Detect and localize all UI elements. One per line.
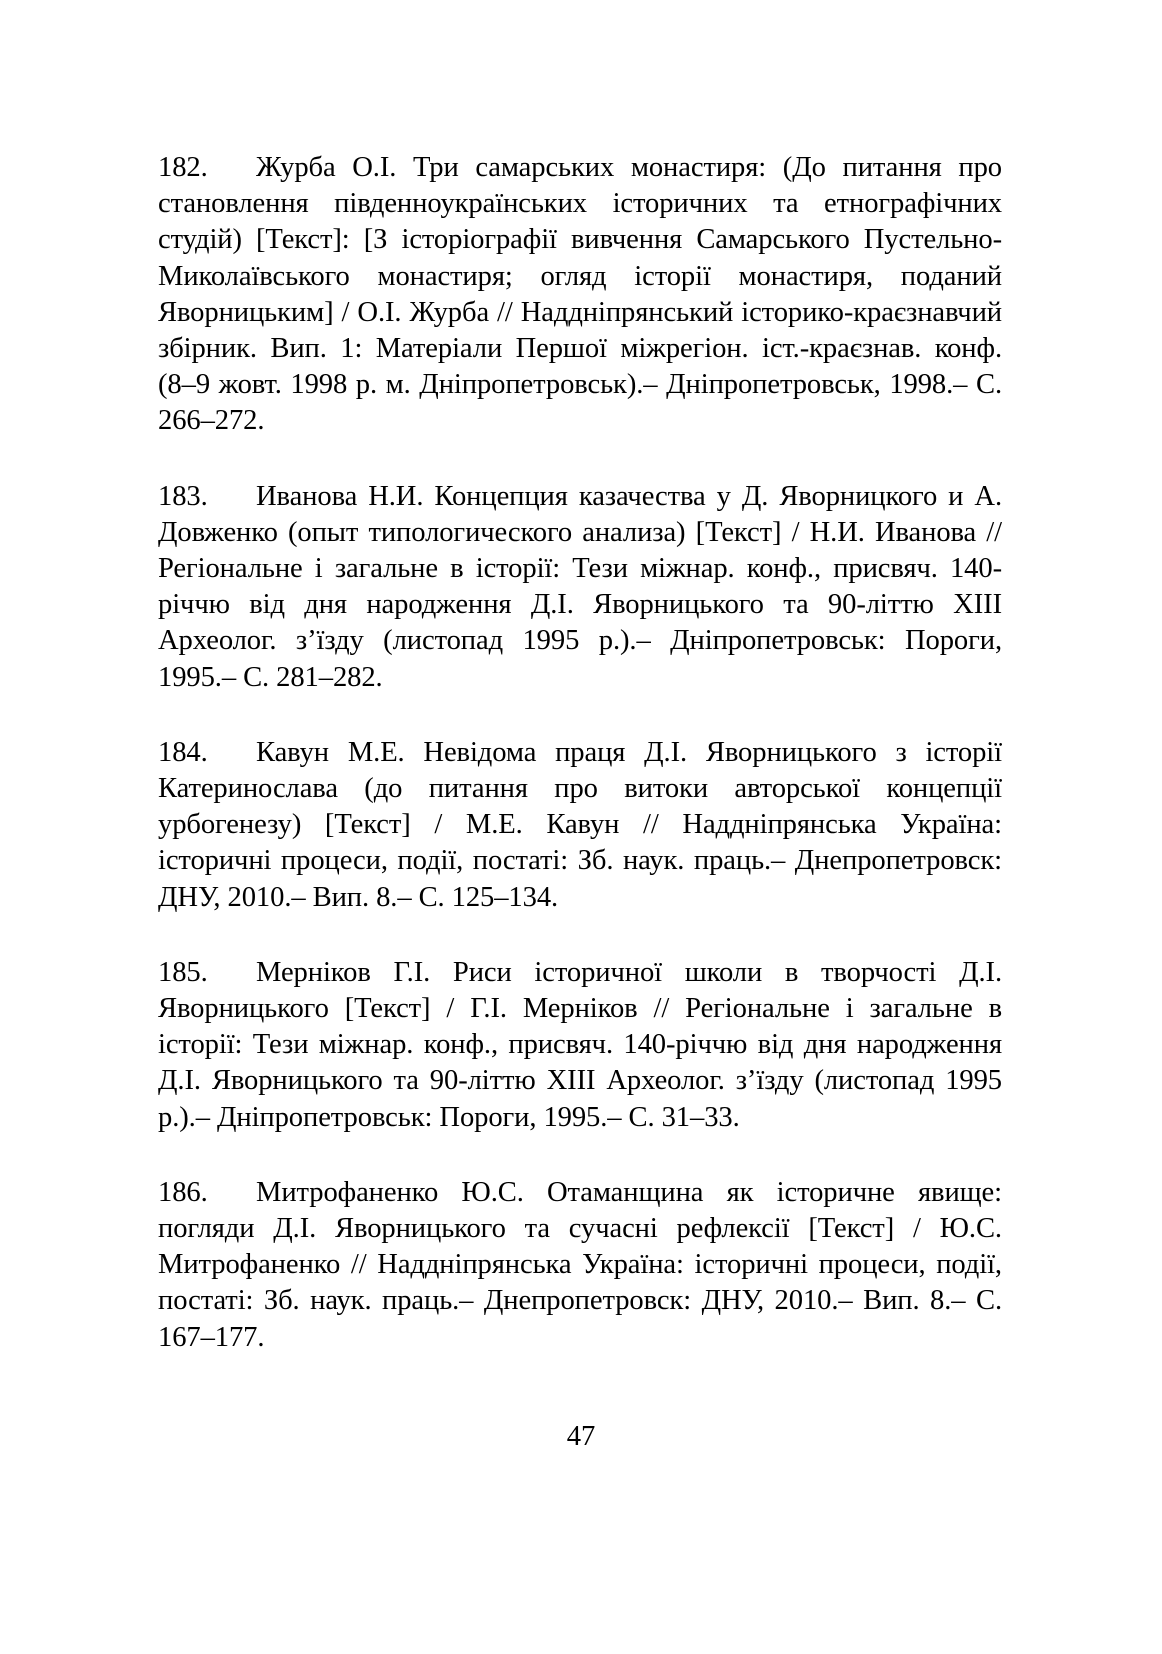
entry-number: 185. [158,956,208,988]
entry-number: 182. [158,152,208,183]
entry-number: 186. [158,1176,208,1208]
bibliography-entry-183 [158,479,1002,696]
bibliography-entry-182 [158,150,1002,440]
entry-text: Митрофаненко Ю.С. Отаманщина як історичне явище: погляди Д.І. Яворницького та сучасні рефлексії [Текст] / Ю.С. Митрофаненко // Наддніпрянська Україна: історичні процеси, події, постаті: Зб. наук. праць.– Днепропетровск: ДНУ, 2010.– Вип. 8.– С. 167–177. [158,1176,1002,1353]
entry-text: Мерніков Г.І. Риси історичної школи в творчості Д.І. Яворницького [Текст] / Г.І. Мерніков // Регіональне і загальне в історії: Тези міжнар. конф., присвяч. 140-річчю від дня народження Д.І. Яворницького та 90-літтю XIII Археолог. з’їзду (листопад 1995 р.).– Дніпропетровськ: Пороги, 1995.– С. 31–33. [158,956,1002,1133]
entry-number: 184. [158,736,208,768]
entry-number: 183. [158,480,208,512]
bibliography-entry-185 [158,955,1002,1136]
entry-text: Иванова Н.И. Концепция казачества у Д. Яворницкого и А. Довженко (опыт типологического анализа) [Текст] / Н.И. Иванова // Регіональне і загальне в історії: Тези міжнар. конф., присвяч. 140-річчю від дня народження Д.І. Яворницького та 90-літтю XIII Археолог. з’їзду (листопад 1995 р.).– Дніпропетровськ: Пороги, 1995.– С. 281–282. [158,480,1002,693]
page-number: 47 [566,1421,596,1452]
bibliography-entry-186 [158,1175,1002,1356]
entry-text: Кавун М.Е. Невідома праця Д.І. Яворницького з історії Катеринослава (до питання про витоки авторської концепції урбогенезу) [Текст] / М.Е. Кавун // Наддніпрянська Україна: історичні процеси, події, постаті: Зб. наук. праць.– Днепропетровск: ДНУ, 2010.– Вип. 8.– С. 125–134. [158,736,1002,913]
entry-text: Журба О.І. Три самарських монастиря: (До питання про становлення південноукраїнських історичних та етнографічних студій) [Текст]: [З історіографії вивчення Самарського Пустельно-Миколаївського монастиря; огляд історії монастиря, поданий Яворницьким] / О.І. Журба // Наддніпрянський історико-краєзнавчий збірник. Вип. 1: Матеріали Першої міжрегіон. іст.-краєзнав. конф. (8–9 жовт. 1998 р. м. Дніпропетровськ).– Дніпропетровськ, 1998.– С. 266–272. [158,152,1002,437]
bibliography-list [158,150,1002,1395]
bibliography-entry-184 [158,735,1002,916]
